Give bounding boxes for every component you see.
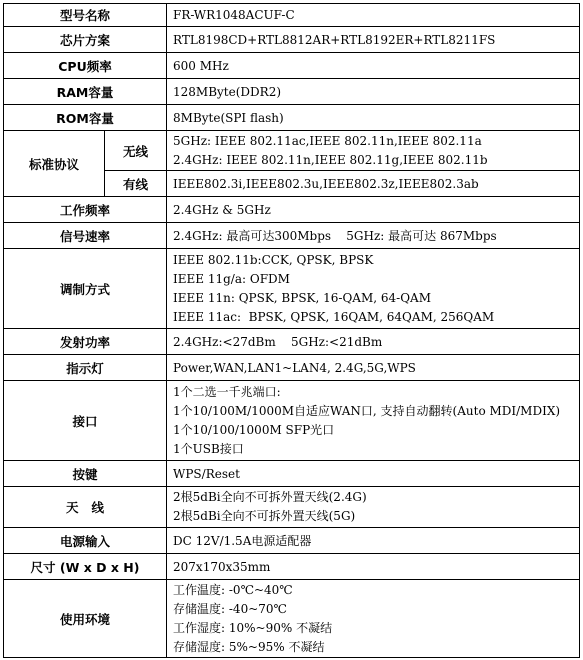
spec-value-line: IEEE 11n: QPSK, BPSK, 16-QAM, 64-QAM	[173, 290, 431, 305]
spec-value-line: 2.4GHz: 最高可达300Mbps 5GHz: 最高可达 867Mbps	[173, 229, 497, 243]
spec-value-line: IEEE 11g/a: OFDM	[173, 271, 290, 286]
spec-value-line: 工作湿度: 10%~90% 不凝结	[173, 620, 333, 635]
spec-table	[3, 3, 580, 658]
spec-value-line: 2.4GHz:<27dBm 5GHz:<21dBm	[173, 334, 383, 349]
spec-value-line: 2根5dBi全向不可拆外置天线(2.4G)	[173, 490, 367, 504]
spec-value	[167, 79, 580, 105]
spec-label: 接口	[4, 381, 167, 461]
spec-value-line: 1个二选一千兆端口:	[173, 384, 281, 399]
spec-row-cpu	[4, 53, 580, 79]
spec-sublabel: 无线	[105, 131, 167, 171]
spec-value-line: FR-WR1048ACUF-C	[173, 8, 295, 22]
spec-value	[167, 554, 580, 580]
spec-value-line: 8MByte(SPI flash)	[173, 110, 284, 125]
spec-row-ram	[4, 79, 580, 105]
spec-row-power-input	[4, 528, 580, 554]
spec-label: RAM容量	[4, 79, 167, 105]
spec-row-buttons	[4, 461, 580, 487]
spec-label: 信号速率	[4, 223, 167, 249]
spec-row-rom	[4, 105, 580, 131]
spec-row-antenna	[4, 487, 580, 528]
spec-value	[167, 381, 580, 461]
spec-value-line: 207x170x35mm	[173, 559, 271, 574]
spec-row-chipset	[4, 27, 580, 53]
spec-value	[167, 528, 580, 554]
spec-row-dimensions	[4, 554, 580, 580]
spec-value-line: IEEE 802.11b:CCK, QPSK, BPSK	[173, 252, 374, 267]
spec-value	[167, 355, 580, 381]
spec-value	[167, 53, 580, 79]
spec-label: 调制方式	[4, 249, 167, 329]
spec-value-line: 2.4GHz & 5GHz	[173, 202, 271, 217]
spec-row-protocol-wireless	[4, 131, 580, 171]
spec-value	[167, 27, 580, 53]
spec-label: 使用环境	[4, 580, 167, 658]
spec-value	[167, 329, 580, 355]
spec-value-line: 1个10/100/1000M SFP光口	[173, 422, 335, 437]
spec-value	[167, 223, 580, 249]
spec-value-line: 2.4GHz: IEEE 802.11n,IEEE 802.11g,IEEE 802.11b	[173, 152, 488, 167]
spec-row-frequency	[4, 197, 580, 223]
spec-label: CPU频率	[4, 53, 167, 79]
spec-label: 按键	[4, 461, 167, 487]
spec-value	[167, 461, 580, 487]
spec-value-line: 2根5dBi全向不可拆外置天线(5G)	[173, 509, 356, 523]
spec-value-line: Power,WAN,LAN1~LAN4, 2.4G,5G,WPS	[173, 360, 416, 375]
spec-row-leds	[4, 355, 580, 381]
spec-label: 指示灯	[4, 355, 167, 381]
spec-value	[167, 487, 580, 528]
spec-sublabel: 有线	[105, 171, 167, 197]
spec-row-ports	[4, 381, 580, 461]
spec-value	[167, 131, 580, 171]
spec-label: 尺寸 (W x D x H)	[4, 554, 167, 580]
spec-value	[167, 580, 580, 658]
spec-value-line: 600 MHz	[173, 58, 229, 73]
spec-value-line: 1个10/100M/1000M自适应WAN口, 支持自动翻转(Auto MDI/MDIX)	[173, 403, 561, 418]
spec-row-environment	[4, 580, 580, 658]
spec-value-line: 存储温度: -40~70℃	[173, 601, 287, 616]
spec-label: 发射功率	[4, 329, 167, 355]
spec-value-line: 5GHz: IEEE 802.11ac,IEEE 802.11n,IEEE 802.11a	[173, 133, 482, 148]
spec-value	[167, 171, 580, 197]
spec-value-line: 工作温度: -0℃~40℃	[173, 582, 293, 597]
spec-label: 工作频率	[4, 197, 167, 223]
spec-row-rate	[4, 223, 580, 249]
spec-value	[167, 249, 580, 329]
spec-value-line: 存储湿度: 5%~95% 不凝结	[173, 639, 325, 654]
spec-value-line: DC 12V/1.5A电源适配器	[173, 534, 312, 548]
spec-value	[167, 4, 580, 27]
spec-value	[167, 197, 580, 223]
spec-value	[167, 105, 580, 131]
spec-value-line: IEEE802.3i,IEEE802.3u,IEEE802.3z,IEEE802.3ab	[173, 176, 479, 191]
spec-label: 型号名称	[4, 4, 167, 27]
spec-label: 电源输入	[4, 528, 167, 554]
spec-label: ROM容量	[4, 105, 167, 131]
spec-value-line: 1个USB接口	[173, 441, 244, 456]
spec-value-line: IEEE 11ac: BPSK, QPSK, 16QAM, 64QAM, 256QAM	[173, 309, 495, 324]
spec-value-line: 128MByte(DDR2)	[173, 84, 282, 99]
spec-label: 天 线	[4, 487, 167, 528]
spec-row-power-tx	[4, 329, 580, 355]
spec-label: 芯片方案	[4, 27, 167, 53]
spec-row-modulation	[4, 249, 580, 329]
spec-row-model	[4, 4, 580, 27]
spec-value-line: RTL8198CD+RTL8812AR+RTL8192ER+RTL8211FS	[173, 32, 496, 47]
spec-label: 标准协议	[4, 131, 105, 197]
spec-value-line: WPS/Reset	[173, 466, 240, 481]
